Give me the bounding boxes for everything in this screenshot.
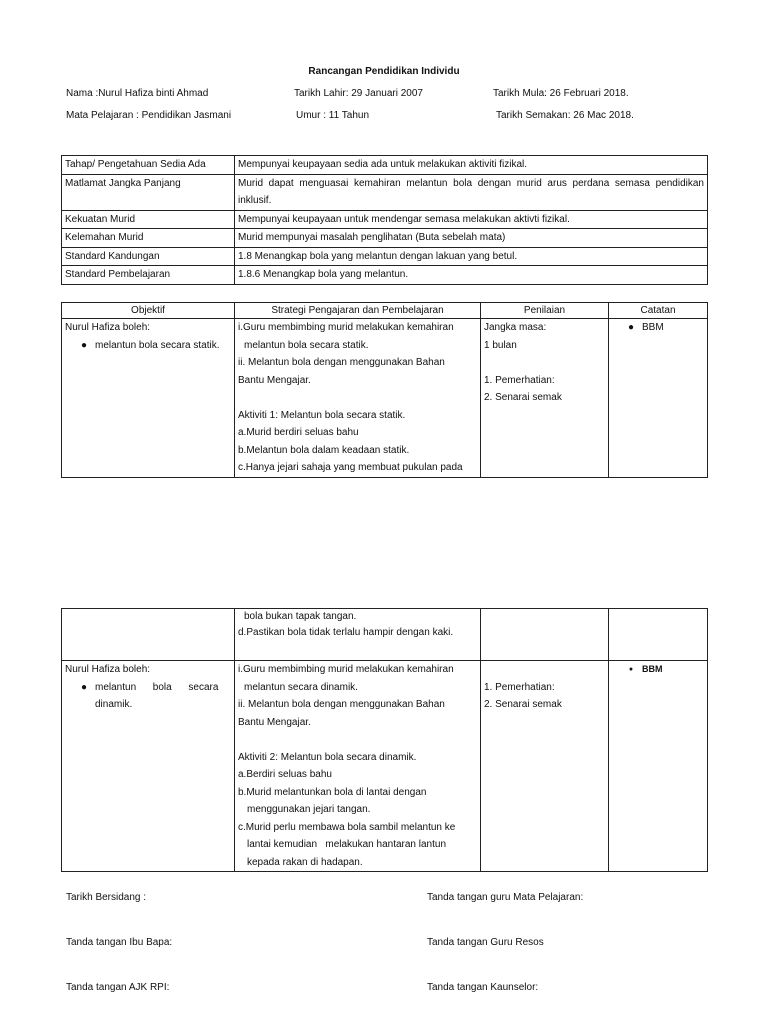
- table-row: [62, 266, 708, 285]
- strategi-cell: [235, 661, 481, 872]
- parent-signature-label: Tanda tangan Ibu Bapa:: [66, 937, 173, 948]
- strategi-line: melantun secara dinamik.: [244, 681, 358, 693]
- penilaian-line: 1. Pemerhatian:: [484, 374, 555, 386]
- penilaian-line: Jangka masa:: [484, 322, 547, 333]
- strategi-line: melantun bola secara statik.: [244, 339, 369, 351]
- col-catatan: Catatan: [609, 303, 708, 319]
- table-row: [62, 247, 708, 266]
- document-title: Rancangan Pendidikan Individu: [308, 66, 460, 77]
- catatan-text: BBM: [642, 322, 664, 333]
- plan-table-1: [61, 302, 708, 478]
- strategi-line: d.Pastikan bola tidak terlalu hampir dengan kaki.: [238, 627, 454, 638]
- strategi-line: c.Murid perlu membawa bola sambil melantun ke: [238, 821, 456, 833]
- review-date: Tarikh Semakan: 26 Mac 2018.: [496, 110, 634, 121]
- catatan-bullet-item: [612, 319, 704, 337]
- objektif-cell: [62, 319, 235, 478]
- info-label: Kekuatan Murid: [62, 210, 235, 229]
- rpi-committee-signature-label: Tanda tangan AJK RPI:: [66, 982, 170, 993]
- strategi-cell: [235, 609, 481, 661]
- objektif-cell: [62, 609, 235, 661]
- date-of-birth: Tarikh Lahir: 29 Januari 2007: [294, 88, 423, 99]
- subject: Mata Pelajaran : Pendidikan Jasmani: [66, 110, 232, 121]
- table-row: [62, 156, 708, 175]
- bullet-icon: ●: [80, 681, 88, 693]
- table-header-row: [62, 303, 708, 319]
- catatan-cell: [609, 609, 708, 661]
- objektif-bullet-item: [65, 337, 231, 355]
- strategi-line: bola bukan tapak tangan.: [244, 611, 357, 622]
- info-label: Matlamat Jangka Panjang: [62, 174, 235, 210]
- objektif-bullet-text: melantun bola secara statik.: [95, 339, 220, 351]
- table-row: [62, 661, 708, 872]
- strategi-line: kepada rakan di hadapan.: [247, 856, 363, 868]
- objektif-bullet-item: [65, 679, 231, 697]
- objektif-bullet-text-cont: dinamik.: [95, 699, 133, 710]
- penilaian-line: 2. Senarai semak: [484, 699, 562, 710]
- table-row: [62, 229, 708, 248]
- strategi-line: c.Hanya jejari sahaja yang membuat pukulan pada: [238, 462, 463, 473]
- strategi-line: a.Berdiri seluas bahu: [238, 769, 332, 780]
- student-name: Nama :Nurul Hafiza binti Ahmad: [66, 88, 209, 99]
- col-objektif: Objektif: [62, 303, 235, 319]
- resource-teacher-signature-label: Tanda tangan Guru Resos: [427, 937, 544, 948]
- catatan-cell: [609, 319, 708, 478]
- objektif-cell: [62, 661, 235, 872]
- student-info-table: [61, 155, 708, 285]
- catatan-cell: [609, 661, 708, 872]
- age: Umur : 11 Tahun: [296, 110, 370, 121]
- info-label: Kelemahan Murid: [62, 229, 235, 248]
- catatan-text: BBM: [642, 664, 663, 674]
- strategi-line: Bantu Mengajar.: [238, 374, 311, 386]
- strategi-line: Aktiviti 1: Melantun bola secara statik.: [238, 409, 406, 421]
- info-label: Standard Kandungan: [62, 247, 235, 266]
- strategi-cell: [235, 319, 481, 478]
- info-value: Mempunyai keupayaan sedia ada untuk melakukan aktiviti fizikal.: [235, 156, 708, 175]
- strategi-line: ii. Melantun bola dengan menggunakan Bahan: [238, 699, 445, 710]
- penilaian-cell: [481, 609, 609, 661]
- info-value: Mempunyai keupayaan untuk mendengar semasa melakukan aktivti fizikal.: [235, 210, 708, 229]
- info-value: 1.8 Menangkap bola yang melantun dengan lakuan yang betul.: [235, 247, 708, 266]
- penilaian-cell: [481, 319, 609, 478]
- info-label: Standard Pembelajaran: [62, 266, 235, 285]
- strategi-line: a.Murid berdiri seluas bahu: [238, 427, 359, 438]
- table-row: [62, 210, 708, 229]
- strategi-line: i.Guru membimbing murid melakukan kemahiran: [238, 322, 454, 333]
- table-row: [62, 319, 708, 478]
- strategi-line: i.Guru membimbing murid melakukan kemahiran: [238, 664, 454, 675]
- catatan-bullet-item: [612, 661, 704, 679]
- strategi-line: ii. Melantun bola dengan menggunakan Bahan: [238, 357, 445, 368]
- penilaian-line: 2. Senarai semak: [484, 392, 562, 403]
- objektif-intro: Nurul Hafiza boleh:: [65, 322, 151, 333]
- start-date: Tarikh Mula: 26 Februari 2018.: [493, 88, 629, 99]
- col-strategi: Strategi Pengajaran dan Pembelajaran: [235, 303, 481, 319]
- penilaian-line: 1. Pemerhatian:: [484, 681, 555, 693]
- table-row: [62, 174, 708, 210]
- subject-teacher-signature-label: Tanda tangan guru Mata Pelajaran:: [427, 892, 584, 903]
- col-penilaian: Penilaian: [481, 303, 609, 319]
- strategi-line: Aktiviti 2: Melantun bola secara dinamik.: [238, 751, 417, 763]
- info-value: Murid mempunyai masalah penglihatan (Buta sebelah mata): [235, 229, 708, 248]
- objektif-intro: Nurul Hafiza boleh:: [65, 664, 151, 675]
- objektif-bullet-text: melantun bola secara: [95, 681, 219, 693]
- plan-table-2: [61, 608, 708, 872]
- strategi-line: b.Murid melantunkan bola di lantai dengan: [238, 786, 427, 798]
- strategi-line: Bantu Mengajar.: [238, 716, 311, 728]
- strategi-line: b.Melantun bola dalam keadaan statik.: [238, 444, 410, 456]
- table-row: [62, 609, 708, 661]
- info-label: Tahap/ Pengetahuan Sedia Ada: [62, 156, 235, 175]
- bullet-icon: ●: [627, 322, 635, 333]
- counselor-signature-label: Tanda tangan Kaunselor:: [427, 982, 539, 993]
- penilaian-line: 1 bulan: [484, 339, 517, 351]
- info-value: Murid dapat menguasai kemahiran melantun bola dengan murid arus perdana semasa pendidikan inklusif.: [235, 174, 708, 210]
- meeting-date-label: Tarikh Bersidang :: [66, 892, 147, 903]
- info-value: 1.8.6 Menangkap bola yang melantun.: [235, 266, 708, 285]
- bullet-icon: ●: [628, 666, 634, 673]
- penilaian-cell: [481, 661, 609, 872]
- bullet-icon: ●: [80, 339, 88, 351]
- strategi-line: lantai kemudian melakukan hantaran lantun: [247, 839, 447, 850]
- strategi-line: menggunakan jejari tangan.: [247, 804, 371, 815]
